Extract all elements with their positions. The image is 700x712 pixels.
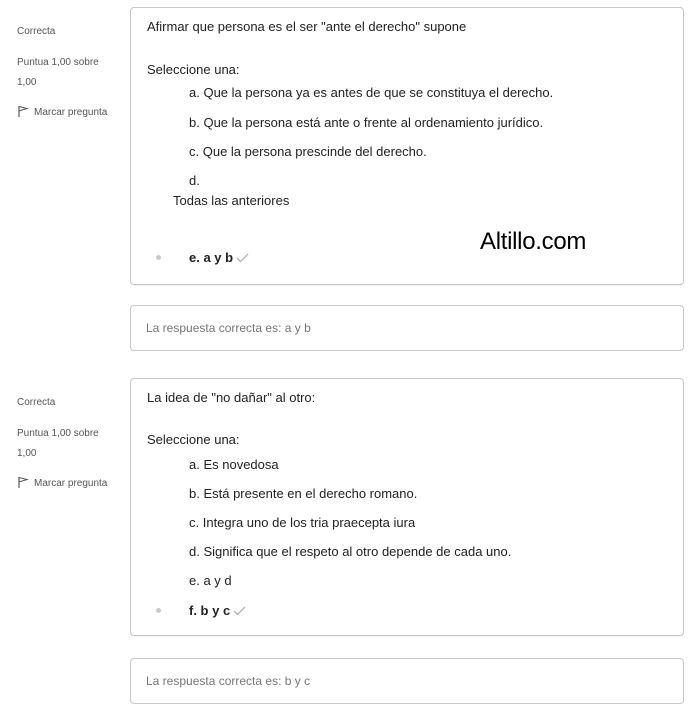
option-a[interactable]: a. Es novedosa bbox=[189, 457, 279, 472]
option-d-text: Todas las anteriores bbox=[173, 193, 290, 208]
option-d[interactable]: d. Significa que el respeto al otro depende de cada uno. bbox=[189, 544, 512, 559]
correct-answer-feedback: La respuesta correcta es: b y c bbox=[130, 658, 684, 704]
option-e[interactable]: e. a y d bbox=[189, 573, 232, 588]
radio-selected[interactable] bbox=[156, 255, 161, 260]
radio-selected[interactable] bbox=[156, 608, 161, 613]
option-e-label: e. a y b bbox=[189, 250, 234, 265]
flag-question-link[interactable] bbox=[17, 103, 117, 123]
question-info bbox=[17, 26, 117, 123]
option-d[interactable]: d. bbox=[189, 173, 200, 188]
check-icon bbox=[233, 606, 246, 616]
option-e-selected[interactable] bbox=[189, 250, 249, 265]
watermark: Altillo.com bbox=[480, 228, 587, 255]
question-info bbox=[17, 397, 117, 494]
question-state: Correcta bbox=[17, 26, 56, 37]
question-text: Afirmar que persona es el ser "ante el derecho" supone bbox=[147, 19, 467, 34]
correct-answer-feedback: La respuesta correcta es: a y b bbox=[130, 305, 684, 351]
question-box bbox=[130, 7, 684, 285]
option-b[interactable]: b. Que la persona está ante o frente al ordenamiento jurídico. bbox=[189, 115, 544, 130]
question-grade: Puntua 1,00 sobre 1,00 bbox=[17, 428, 99, 459]
flag-icon bbox=[17, 476, 29, 488]
check-icon bbox=[236, 253, 249, 263]
question-text: La idea de "no dañar" al otro: bbox=[147, 390, 316, 405]
option-c[interactable]: c. Que la persona prescinde del derecho. bbox=[189, 144, 427, 159]
option-b[interactable]: b. Está presente en el derecho romano. bbox=[189, 486, 418, 501]
flag-question-link[interactable] bbox=[17, 474, 117, 494]
question-grade: Puntua 1,00 sobre 1,00 bbox=[17, 57, 99, 88]
select-prompt: Seleccione una: bbox=[147, 62, 240, 77]
option-a[interactable]: a. Que la persona ya es antes de que se constituya el derecho. bbox=[189, 85, 554, 100]
flag-icon bbox=[17, 105, 29, 117]
option-f-label: f. b y c bbox=[189, 603, 231, 618]
flag-label: Marcar pregunta bbox=[34, 478, 108, 489]
select-prompt: Seleccione una: bbox=[147, 432, 240, 447]
question-box bbox=[130, 378, 684, 636]
flag-label: Marcar pregunta bbox=[34, 107, 108, 118]
option-c[interactable]: c. Integra uno de los tria praecepta iura bbox=[189, 515, 416, 530]
option-f-selected[interactable] bbox=[189, 603, 246, 618]
question-state: Correcta bbox=[17, 397, 56, 408]
